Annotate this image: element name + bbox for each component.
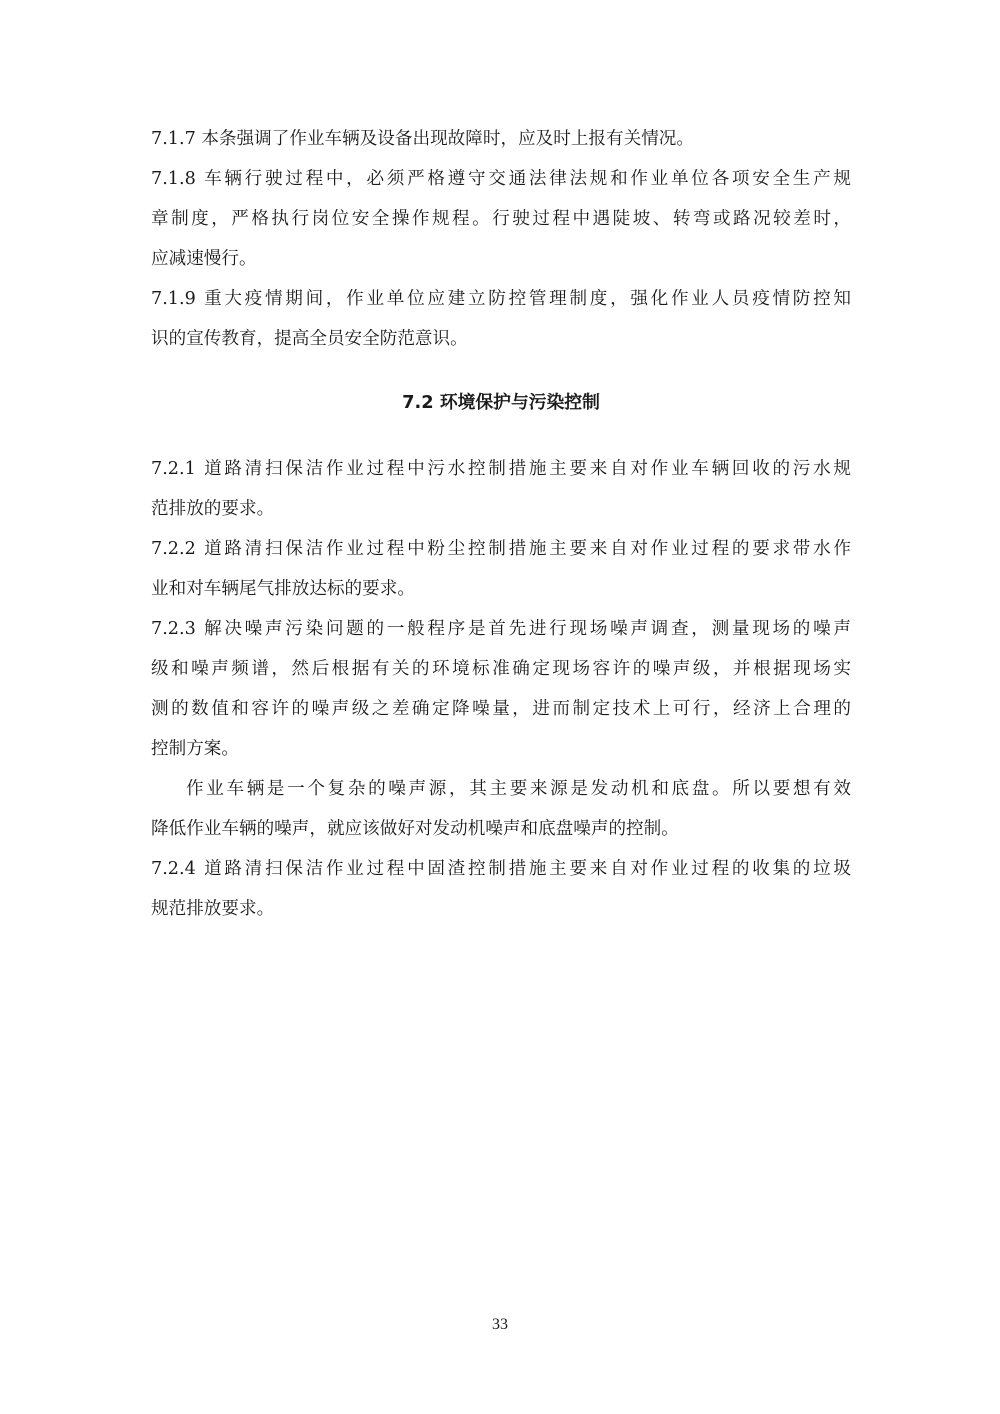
clause-7-1-8-line-2: 章制度，严格执行岗位安全操作规程。行驶过程中遇陡坡、转弯或路况较差时， xyxy=(151,209,851,229)
clause-7-2-3-line-4: 控制方案。 xyxy=(151,739,239,759)
clause-7-1-9-line-2: 识的宣传教育，提高全员安全防范意识。 xyxy=(151,329,468,349)
clause-7-2-4-line-2: 规范排放要求。 xyxy=(151,899,275,919)
section-heading: 7.2 环境保护与污染控制 xyxy=(402,392,600,413)
clause-7-2-1-line-2: 范排放的要求。 xyxy=(151,499,275,519)
page-number: 33 xyxy=(492,1316,508,1333)
clause-7-2-3-line-3: 测的数值和容许的噪声级之差确定降噪量，进而制定技术上可行，经济上合理的 xyxy=(151,699,851,719)
clause-7-1-9-line-1: 7.1.9 重大疫情期间，作业单位应建立防控管理制度，强化作业人员疫情防控知 xyxy=(151,289,851,309)
paragraph-vehicle-noise-line-1: 作业车辆是一个复杂的噪声源，其主要来源是发动机和底盘。所以要想有效 xyxy=(186,779,851,799)
clause-7-2-1-line-1: 7.2.1 道路清扫保洁作业过程中污水控制措施主要来自对作业车辆回收的污水规 xyxy=(151,459,851,479)
clause-7-2-2-line-2: 业和对车辆尾气排放达标的要求。 xyxy=(151,579,415,599)
clause-7-2-3-line-1: 7.2.3 解决噪声污染问题的一般程序是首先进行现场噪声调查，测量现场的噪声 xyxy=(151,619,851,639)
clause-7-2-3-line-2: 级和噪声频谱，然后根据有关的环境标准确定现场容许的噪声级，并根据现场实 xyxy=(151,659,851,679)
paragraph-vehicle-noise-line-2: 降低作业车辆的噪声，就应该做好对发动机噪声和底盘噪声的控制。 xyxy=(151,819,679,839)
clause-7-2-2-line-1: 7.2.2 道路清扫保洁作业过程中粉尘控制措施主要来自对作业过程的要求带水作 xyxy=(151,539,851,559)
clause-7-1-8-line-3: 应减速慢行。 xyxy=(151,249,257,269)
clause-7-2-4-line-1: 7.2.4 道路清扫保洁作业过程中固渣控制措施主要来自对作业过程的收集的垃圾 xyxy=(151,859,851,879)
clause-7-1-7-line-1: 7.1.7 本条强调了作业车辆及设备出现故障时，应及时上报有关情况。 xyxy=(151,129,694,149)
clause-7-1-8-line-1: 7.1.8 车辆行驶过程中，必须严格遵守交通法律法规和作业单位各项安全生产规 xyxy=(151,169,851,189)
